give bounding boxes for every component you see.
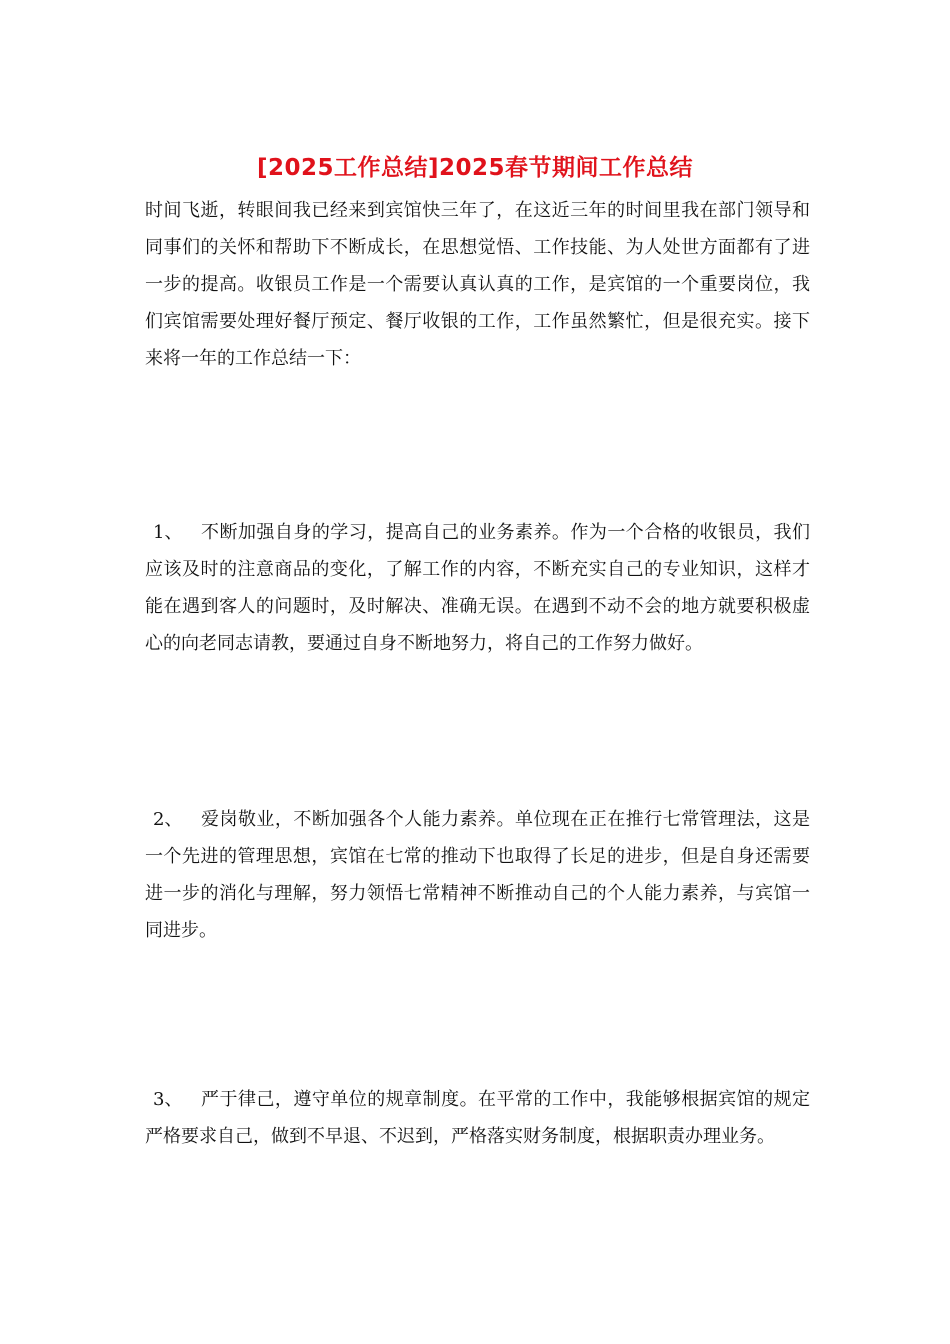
intro-paragraph: 时间飞逝，转眼间我已经来到宾馆快三年了，在这近三年的时间里我在部门领导和同事们的关怀和帮助下不断成长，在思想觉悟、工作技能、为人处世方面都有了进一步的提高。收银员工作是一个需要认真认真的工作，是宾馆的一个重要岗位，我们宾馆需要处理好餐厅预定、餐厅收银的工作，工作虽然繁忙，但是很充实。接下来将一年的工作总结一下： — [145, 200, 810, 369]
list-item — [145, 514, 810, 662]
list-item — [145, 1081, 810, 1155]
item-text: 严于律己，遵守单位的规章制度。在平常的工作中，我能够根据宾馆的规定严格要求自己，做到不早退、不迟到，严格落实财务制度，根据职责办理业务。 — [145, 1089, 810, 1147]
item-number: 1、 — [153, 522, 183, 543]
item-text: 不断加强自身的学习，提高自己的业务素养。作为一个合格的收银员，我们应该及时的注意商品的变化，了解工作的内容，不断充实自己的专业知识，这样才能在遇到客人的问题时，及时解决、准确无误。在遇到不动不会的地方就要积极虚心的向老同志请教，要通过自身不断地努力，将自己的工作努力做好。 — [145, 522, 810, 654]
item-number: 2、 — [153, 809, 183, 830]
item-text: 爱岗敬业，不断加强各个人能力素养。单位现在正在推行七常管理法，这是一个先进的管理思想，宾馆在七常的推动下也取得了长足的进步，但是自身还需要进一步的消化与理解，努力领悟七常精神不断推动自己的个人能力素养，与宾馆一同进步。 — [145, 809, 810, 941]
list-item — [145, 801, 810, 949]
document-title: [2025工作总结]2025春节期间工作总结 — [256, 155, 694, 181]
item-number: 3、 — [153, 1089, 183, 1110]
